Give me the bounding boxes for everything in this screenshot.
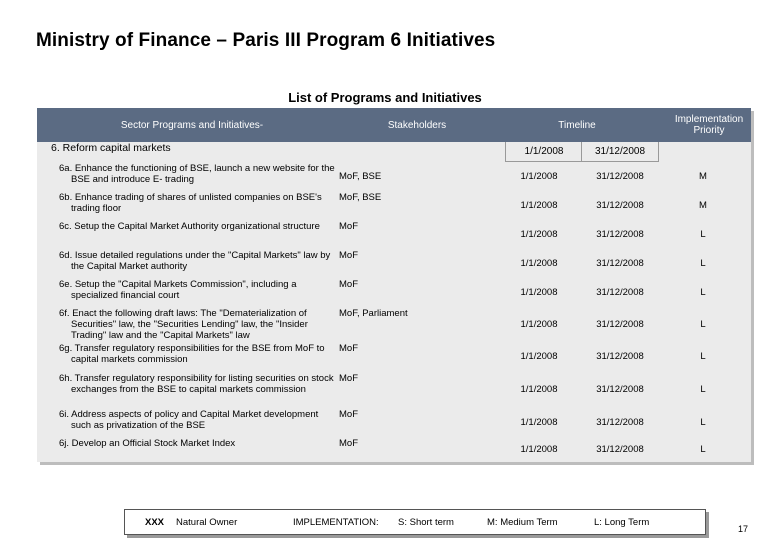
initiative-description: 6c. Setup the Capital Market Authority organizational structure: [59, 221, 320, 232]
initiative-end: 31/12/2008: [596, 417, 644, 428]
divider: [581, 142, 582, 162]
divider: [505, 142, 506, 162]
initiative-end: 31/12/2008: [596, 171, 644, 182]
initiative-start: 1/1/2008: [520, 444, 558, 455]
initiative-priority: L: [700, 287, 706, 298]
section-row: [37, 142, 751, 162]
initiative-stakeholders: MoF: [339, 279, 358, 290]
header-stakeholders: Stakeholders: [387, 119, 447, 131]
initiative-stakeholders: MoF: [339, 250, 358, 261]
page-number: 17: [738, 524, 749, 534]
initiative-end: 31/12/2008: [596, 384, 644, 395]
initiative-stakeholders: MoF: [339, 221, 358, 232]
initiative-start: 1/1/2008: [520, 229, 558, 240]
legend: [124, 509, 706, 535]
initiative-start: 1/1/2008: [520, 319, 558, 330]
initiative-start: 1/1/2008: [520, 200, 558, 211]
initiative-description: 6b. Enhance trading of shares of unlisted companies on BSE's trading floor: [59, 192, 322, 214]
initiative-description: 6f. Enact the following draft laws: The "Dematerialization of Securities" law, the "Securities Lending" law, the "Insider Trading" law and the "Capital Markets" law: [59, 308, 308, 341]
initiative-end: 31/12/2008: [596, 258, 644, 269]
initiative-stakeholders: MoF: [339, 409, 358, 420]
initiative-priority: M: [699, 171, 707, 182]
initiative-priority: L: [700, 229, 706, 240]
initiative-stakeholders: MoF: [339, 343, 358, 354]
initiative-description: 6e. Setup the "Capital Markets Commission", including a specialized financial court: [59, 279, 297, 301]
initiative-stakeholders: MoF: [339, 438, 358, 449]
divider: [505, 161, 658, 162]
initiative-start: 1/1/2008: [520, 287, 558, 298]
header-sector: Sector Programs and Initiatives-: [120, 119, 264, 131]
initiative-description: 6g. Transfer regulatory responsibilities for the BSE from MoF to capital markets commission: [59, 343, 325, 365]
initiative-description: 6d. Issue detailed regulations under the "Capital Markets" law by the Capital Market authority: [59, 250, 331, 272]
initiative-stakeholders: MoF, Parliament: [339, 308, 408, 319]
initiative-end: 31/12/2008: [596, 351, 644, 362]
legend-short-term: S: Short term: [398, 517, 454, 528]
initiative-description: 6i. Address aspects of policy and Capital Market development such as privatization of the BSE: [59, 409, 319, 431]
initiative-end: 31/12/2008: [596, 287, 644, 298]
initiative-description: 6a. Enhance the functioning of BSE, launch a new website for the BSE and introduce E- trading: [59, 163, 335, 185]
legend-medium-term: M: Medium Term: [487, 517, 558, 528]
header-timeline: Timeline: [558, 119, 596, 131]
page-title: Ministry of Finance – Paris III Program 6 Initiatives: [36, 30, 496, 51]
subtitle-text: List of Programs and Initiatives: [288, 90, 482, 105]
initiative-priority: L: [700, 384, 706, 395]
initiative-start: 1/1/2008: [520, 351, 558, 362]
initiative-stakeholders: MoF, BSE: [339, 192, 382, 203]
initiative-end: 31/12/2008: [596, 229, 644, 240]
section-label: 6. Reform capital markets: [51, 142, 171, 154]
initiative-start: 1/1/2008: [520, 258, 558, 269]
initiative-start: 1/1/2008: [520, 384, 558, 395]
initiative-start: 1/1/2008: [520, 417, 558, 428]
section-end-date: 31/12/2008: [594, 146, 646, 157]
legend-long-term: L: Long Term: [594, 517, 650, 528]
initiative-priority: L: [700, 444, 706, 455]
table-header: [37, 108, 751, 142]
divider: [658, 142, 659, 162]
initiative-priority: L: [700, 258, 706, 269]
initiative-start: 1/1/2008: [520, 171, 558, 182]
table-subtitle: [0, 90, 680, 105]
legend-implementation-label: IMPLEMENTATION:: [293, 517, 379, 528]
initiative-end: 31/12/2008: [596, 200, 644, 211]
initiative-priority: L: [700, 319, 706, 330]
header-priority: Implementation Priority: [674, 114, 744, 136]
legend-owner-marker: XXX: [145, 517, 165, 528]
initiative-description: 6h. Transfer regulatory responsibility for listing securities on stock exchanges from the BSE to capital markets commission: [59, 373, 334, 395]
initiative-end: 31/12/2008: [596, 444, 644, 455]
initiative-priority: M: [699, 200, 707, 211]
section-start-date: 1/1/2008: [524, 146, 564, 157]
legend-owner-label: Natural Owner: [176, 517, 238, 528]
initiative-description: 6j. Develop an Official Stock Market Index: [59, 438, 236, 449]
initiative-stakeholders: MoF: [339, 373, 358, 384]
initiative-priority: L: [700, 417, 706, 428]
initiative-end: 31/12/2008: [596, 319, 644, 330]
initiative-priority: L: [700, 351, 706, 362]
initiative-stakeholders: MoF, BSE: [339, 171, 382, 182]
